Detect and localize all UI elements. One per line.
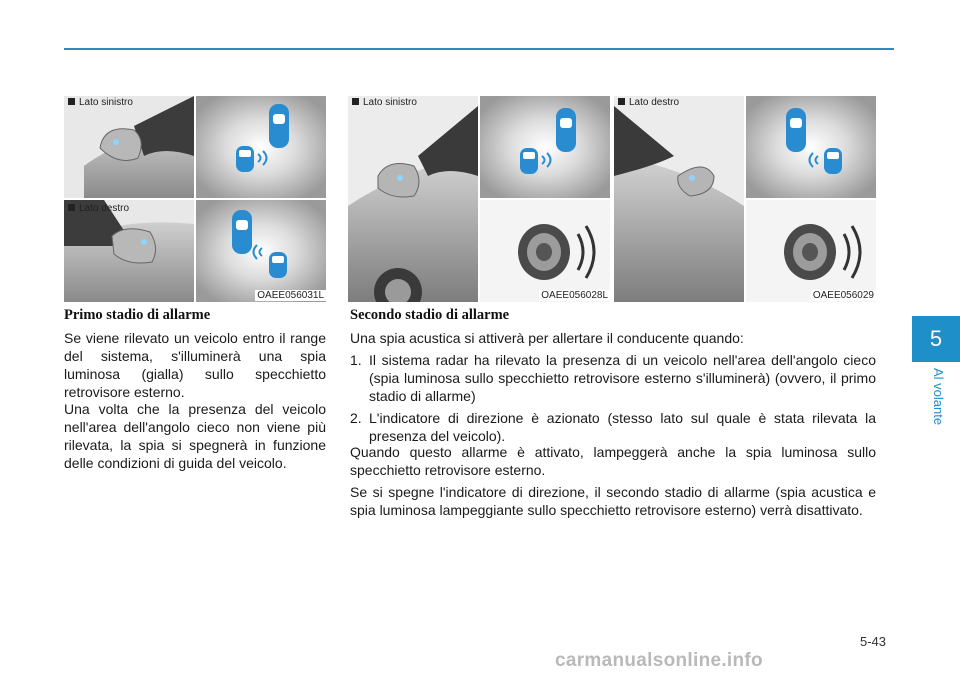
car-behind-icon — [236, 146, 254, 172]
condition-list — [350, 351, 876, 449]
paragraph: Una volta che la presenza del veicolo nell'area dell'angolo cieco non viene più rilevata, la spia si spegnerà in funzione delle condizioni di guida del veicolo. — [64, 401, 326, 471]
car-behind-icon-2 — [269, 252, 287, 278]
list-item: 2. L'indicatore di direzione è azionato (stesso lato sul quale è stata rilevata la presenza del veicolo). — [350, 410, 876, 444]
paragraph: Se si spegne l'indicatore di direzione, il secondo stadio di allarme (spia acustica e spia luminosa lampeggiante sullo specchietto retrovisore esterno) verrà disattivato. — [350, 484, 876, 518]
figure-caption-left-side: Lato sinistro — [68, 97, 133, 108]
car-front-icon-2 — [232, 210, 252, 254]
figure-first-stage — [64, 96, 326, 302]
page-number: 5-43 — [860, 634, 887, 649]
figure-first-stage-illustration — [64, 96, 326, 302]
chapter-tab: 5 — [912, 316, 960, 362]
chapter-title-wrap — [926, 368, 946, 448]
car-front-icon — [269, 104, 289, 148]
figure-second-stage-left — [348, 96, 610, 302]
section-heading-second-stage: Secondo stadio di allarme — [350, 307, 510, 323]
watermark: carmanualsonline.info — [555, 650, 763, 671]
paragraph: Quando questo allarme è attivato, lampeggerà anche la spia luminosa sullo specchietto retrovisore esterno. — [350, 444, 876, 478]
figure-code: OAEE056028L — [541, 290, 608, 301]
car-behind-icon — [824, 148, 842, 174]
paragraph: Se viene rilevato un veicolo entro il range del sistema, s'illuminerà una spia luminosa (gialla) sullo specchietto retrovisore esterno. — [64, 330, 326, 400]
figure-code: OAEE056031L — [257, 290, 324, 301]
figure-second-stage-right — [614, 96, 876, 302]
car-front-icon — [786, 108, 806, 152]
figure-second-stage-left-illustration — [348, 96, 610, 302]
figure-code: OAEE056029 — [812, 290, 874, 301]
figure-caption-right-side: Lato destro — [618, 97, 679, 108]
section-heading-first-stage: Primo stadio di allarme — [64, 307, 211, 323]
list-item: 1. Il sistema radar ha rilevato la presenza di un veicolo nell'area dell'angolo cieco (spia luminosa sullo specchietto retrovisore esterno s'illuminerà) (ovvero, il primo stadio di allarme) — [350, 352, 876, 404]
figure-caption-left-side: Lato sinistro — [352, 97, 417, 108]
figure-second-stage-right-illustration — [614, 96, 876, 302]
paragraph: Una spia acustica si attiverà per allertare il conducente quando: — [350, 330, 744, 346]
header-rule — [64, 48, 894, 50]
chapter-title: Al volante — [931, 368, 946, 426]
car-behind-icon — [520, 148, 538, 174]
figure-caption-right-side: Lato destro — [68, 203, 129, 214]
car-front-icon — [556, 108, 576, 152]
